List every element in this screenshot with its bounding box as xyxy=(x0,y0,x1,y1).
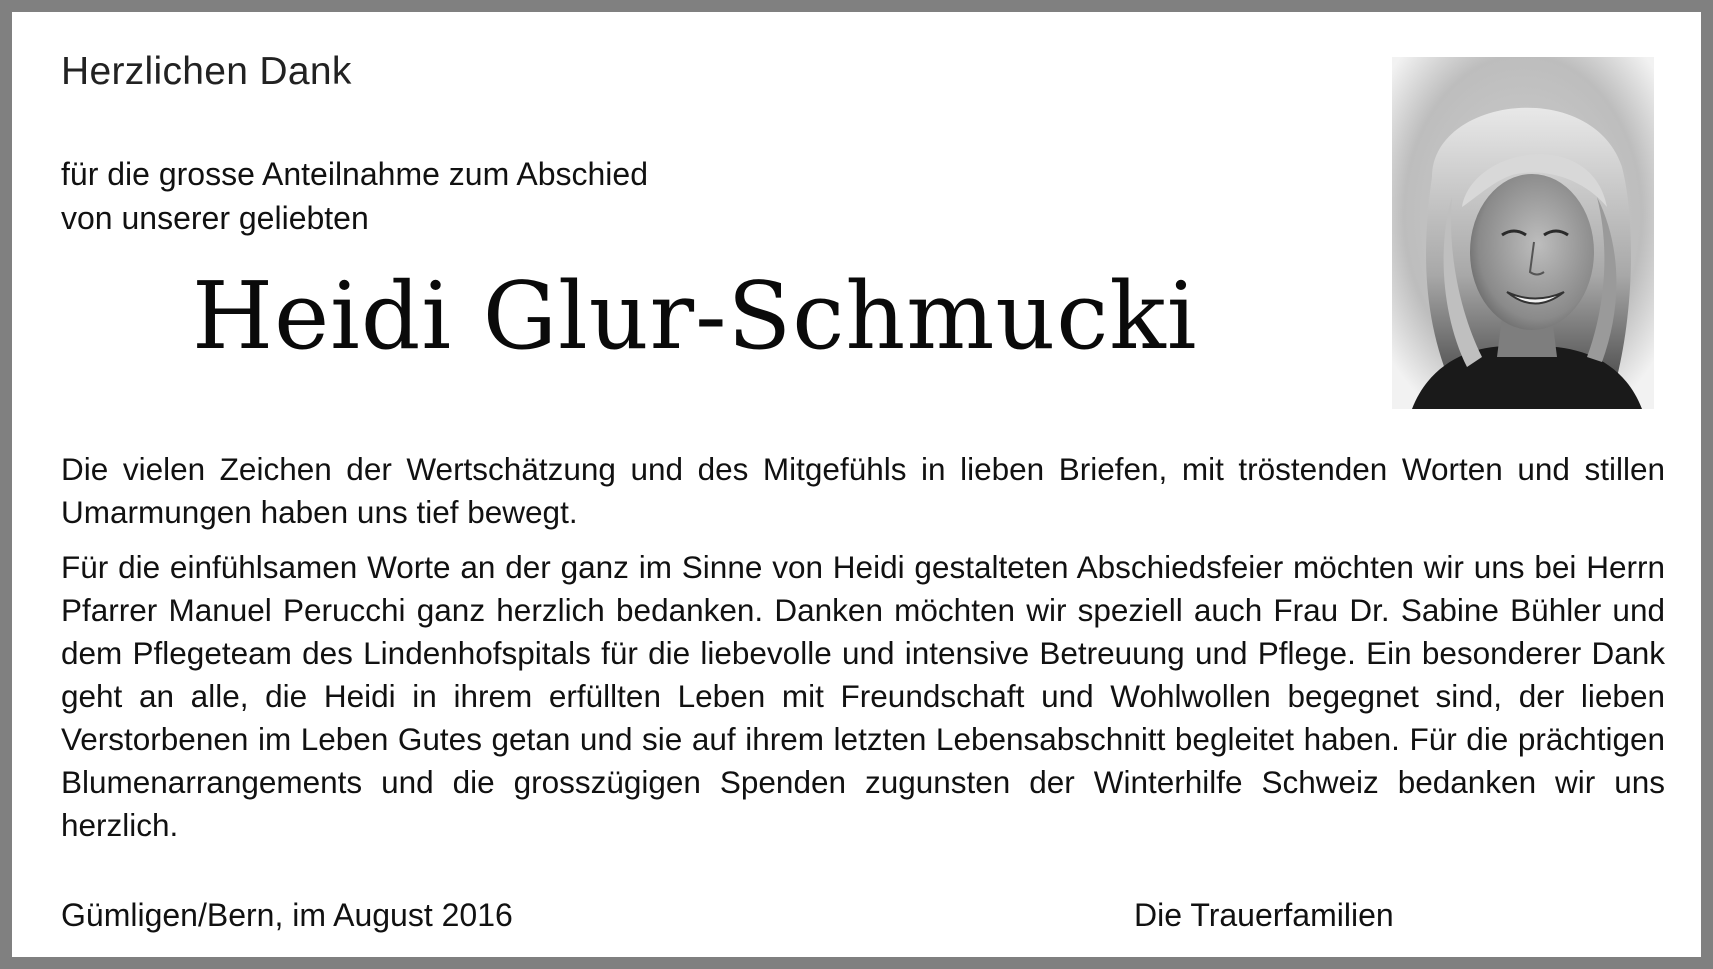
paragraph-2: Für die einfühlsamen Worte an der ganz im Sinne von Heidi gestalteten Abschiedsfeier möchten wir uns bei Herrn Pfarrer Manuel Perucchi ganz herzlich bedanken. Danken möchten wir speziell auch Frau Dr. Sabine Bühler und dem Pflegeteam des Lindenhofspitals für die liebevolle und intensive Betreuung und Pflege. Ein besonderer Dank geht an alle, die Heidi in ihrem erfüllten Leben mit Freundschaft und Wohlwollen begegnet sind, der lieben Verstorbenen im Leben Gutes getan und sie auf ihrem letzten Lebensabschnitt begleitet haben. Für die prächtigen Blumenarrangements und die grosszügigen Spenden zugunsten der Winterhilfe Schweiz bedanken wir uns herzlich. xyxy=(61,549,1665,843)
message-body xyxy=(61,448,1665,859)
portrait-photo xyxy=(1392,57,1654,409)
obituary-card xyxy=(12,12,1701,957)
intro-text xyxy=(61,152,648,240)
portrait-icon xyxy=(1392,57,1654,409)
intro-line-2: von unserer geliebten xyxy=(61,200,369,236)
place-date: Gümligen/Bern, im August 2016 xyxy=(61,897,513,933)
signature: Die Trauerfamilien xyxy=(1134,897,1394,933)
thanks-heading: Herzlichen Dank xyxy=(61,50,352,93)
deceased-name: Heidi Glur-Schmucki xyxy=(192,262,1198,370)
intro-line-1: für die grosse Anteilnahme zum Abschied xyxy=(61,156,648,192)
paragraph-1: Die vielen Zeichen der Wertschätzung und des Mitgefühls in lieben Briefen, mit tröstenden Worten und stillen Umarmungen haben uns tief bewegt. xyxy=(61,451,1665,530)
